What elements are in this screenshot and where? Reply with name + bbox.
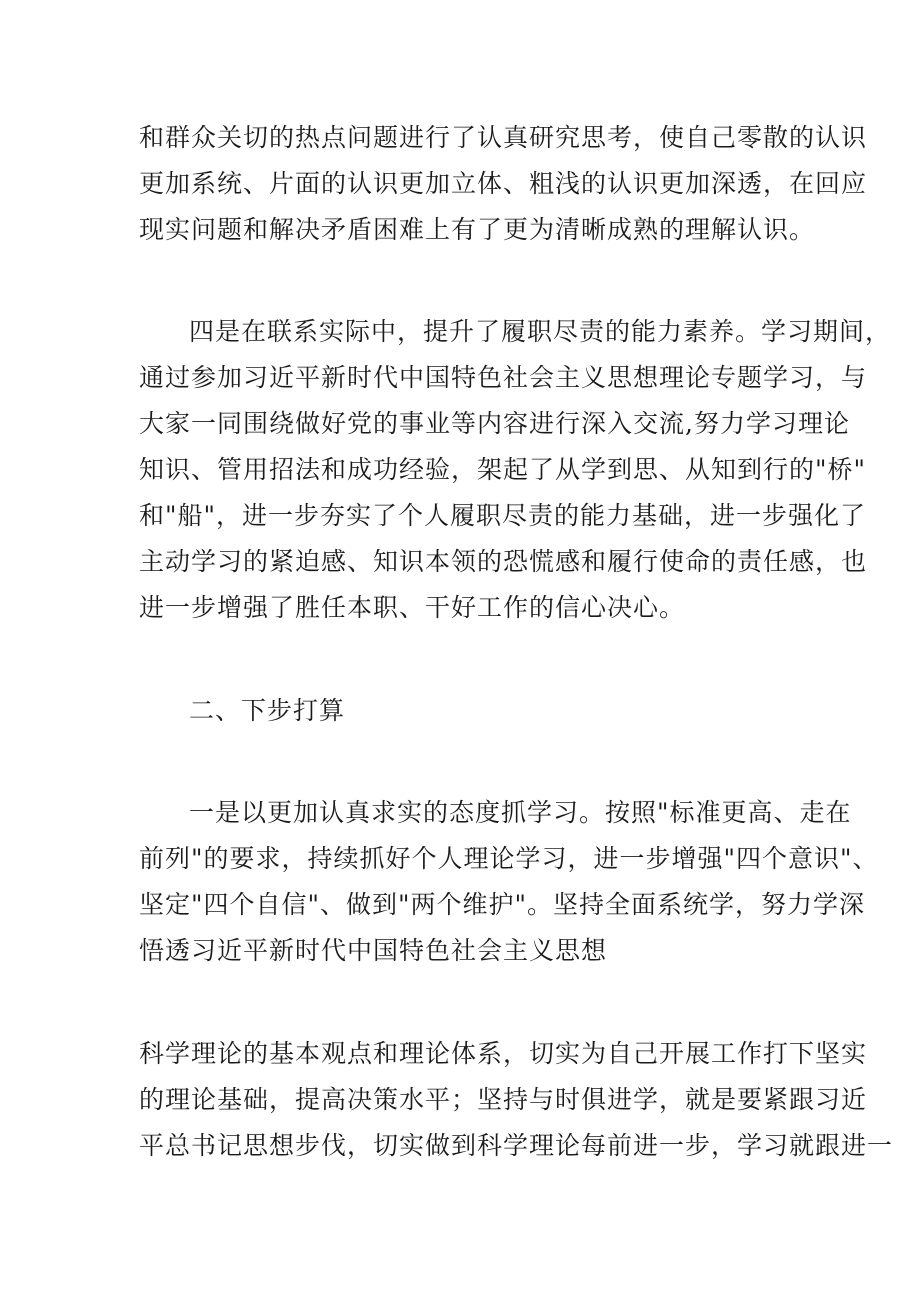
text-line: 四是在联系实际中，提升了履职尽责的能力素养。学习期间， bbox=[189, 317, 892, 346]
text-line: 的理论基础，提高决策水平；坚持与时俱进学，就是要紧跟习近 bbox=[139, 1085, 868, 1114]
text-line: 悟透习近平新时代中国特色社会主义思想 bbox=[139, 936, 608, 965]
text-line: 科学理论的基本观点和理论体系，切实为自己开展工作打下坚实 bbox=[139, 1039, 868, 1068]
text-line: 和"船"，进一步夯实了个人履职尽责的能力基础，进一步强化了 bbox=[139, 501, 867, 530]
text-line: 现实问题和解决矛盾困难上有了更为清晰成熟的理解认识。 bbox=[139, 215, 816, 244]
text-line: 更加系统、片面的认识更加立体、粗浅的认识更加深透，在回应 bbox=[139, 169, 868, 198]
text-line: 坚定"四个自信"、做到"两个维护"。坚持全面系统学，努力学深 bbox=[139, 890, 865, 919]
text-line: 进一步增强了胜任本职、干好工作的信心决心。 bbox=[139, 593, 686, 622]
text-line: 平总书记思想步伐，切实做到科学理论每前进一步，学习就跟进一 bbox=[139, 1131, 894, 1160]
text-line: 一是以更加认真求实的态度抓学习。按照"标准更高、走在 bbox=[189, 798, 852, 827]
text-line: 和群众关切的热点问题进行了认真研究思考，使自己零散的认识 bbox=[139, 123, 868, 152]
text-line: 前列"的要求，持续抓好个人理论学习，进一步增强"四个意识"、 bbox=[139, 844, 879, 873]
section-heading: 二、下步打算 bbox=[189, 696, 346, 725]
text-line: 知识、管用招法和成功经验，架起了从学到思、从知到行的"桥" bbox=[139, 455, 867, 484]
text-line: 通过参加习近平新时代中国特色社会主义思想理论专题学习，与 bbox=[139, 363, 868, 392]
text-line: 主动学习的紧迫感、知识本领的恐慌感和履行使命的责任感，也 bbox=[139, 547, 868, 576]
text-line: 大家一同围绕做好党的事业等内容进行深入交流,努力学习理论 bbox=[139, 409, 850, 438]
